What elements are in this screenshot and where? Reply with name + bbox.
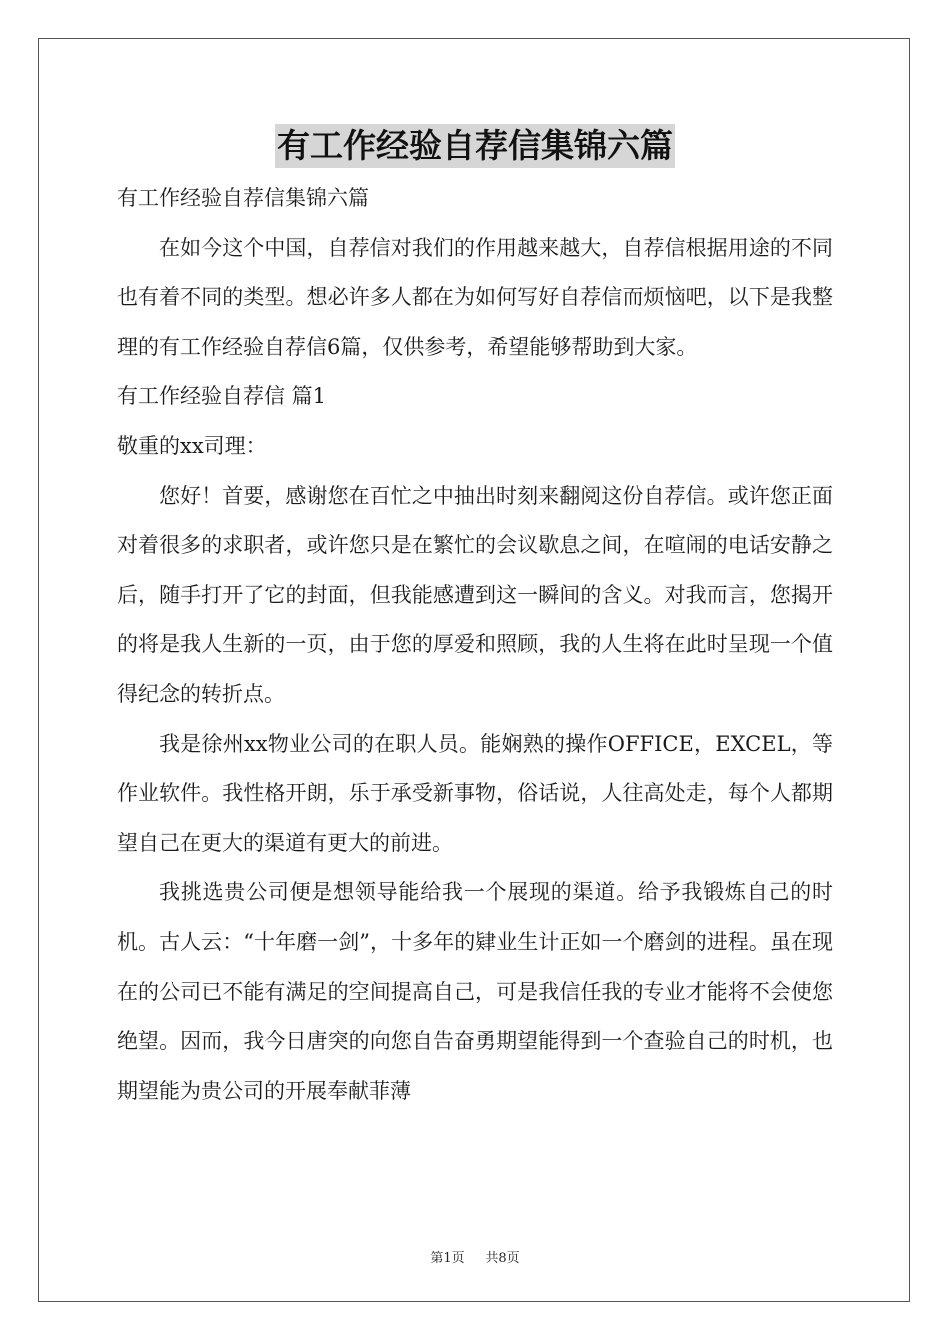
page-footer xyxy=(0,1247,950,1266)
salutation: 敬重的xx司理： xyxy=(117,433,267,458)
document-title: 有工作经验自荐信集锦六篇 xyxy=(275,124,675,168)
subtitle: 有工作经验自荐信集锦六篇 xyxy=(117,186,369,210)
intro-paragraph: 在如今这个中国，自荐信对我们的作用越来越大，自荐信根据用途的不同也有着不同的类型。想必许多人都在为如何写好自荐信而烦恼吧，以下是我整理的有工作经验自荐信6篇，仅供参考，希望能够帮助到大家。 xyxy=(117,235,833,359)
document-body xyxy=(117,174,833,1116)
section-heading: 有工作经验自荐信 篇1 xyxy=(117,384,327,409)
page-total: 共8页 xyxy=(485,1251,520,1266)
body-paragraph-1: 您好！首要，感谢您在百忙之中抽出时刻来翻阅这份自荐信。或许您正面对着很多的求职者，或许您只是在繁忙的会议歇息之间，在喧闹的电话安静之后，随手打开了它的封面，但我能感遭到这一瞬间的含义。对我而言，您揭开的将是我人生新的一页，由于您的厚爱和照顾，我的人生将在此时呈现一个值得纪念的转折点。 xyxy=(117,483,833,706)
page-number: 第1页 xyxy=(430,1251,465,1266)
title-container xyxy=(0,124,950,168)
body-paragraph-2: 我是徐州xx物业公司的在职人员。能娴熟的操作OFFICE，EXCEL，等作业软件。我性格开朗，乐于承受新事物，俗话说，人往高处走，每个人都期望自己在更大的渠道有更大的前进。 xyxy=(117,731,833,855)
body-paragraph-3: 我挑选贵公司便是想领导能给我一个展现的渠道。给予我锻炼自己的时机。古人云：“十年磨一剑”，十多年的肄业生计正如一个磨剑的进程。虽在现在的公司已不能有满足的空间提高自己，可是我信任我的专业才能将不会使您绝望。因而，我今日唐突的向您自告奋勇期望能得到一个查验自己的时机，也期望能为贵公司的开展奉献菲薄 xyxy=(117,880,833,1103)
